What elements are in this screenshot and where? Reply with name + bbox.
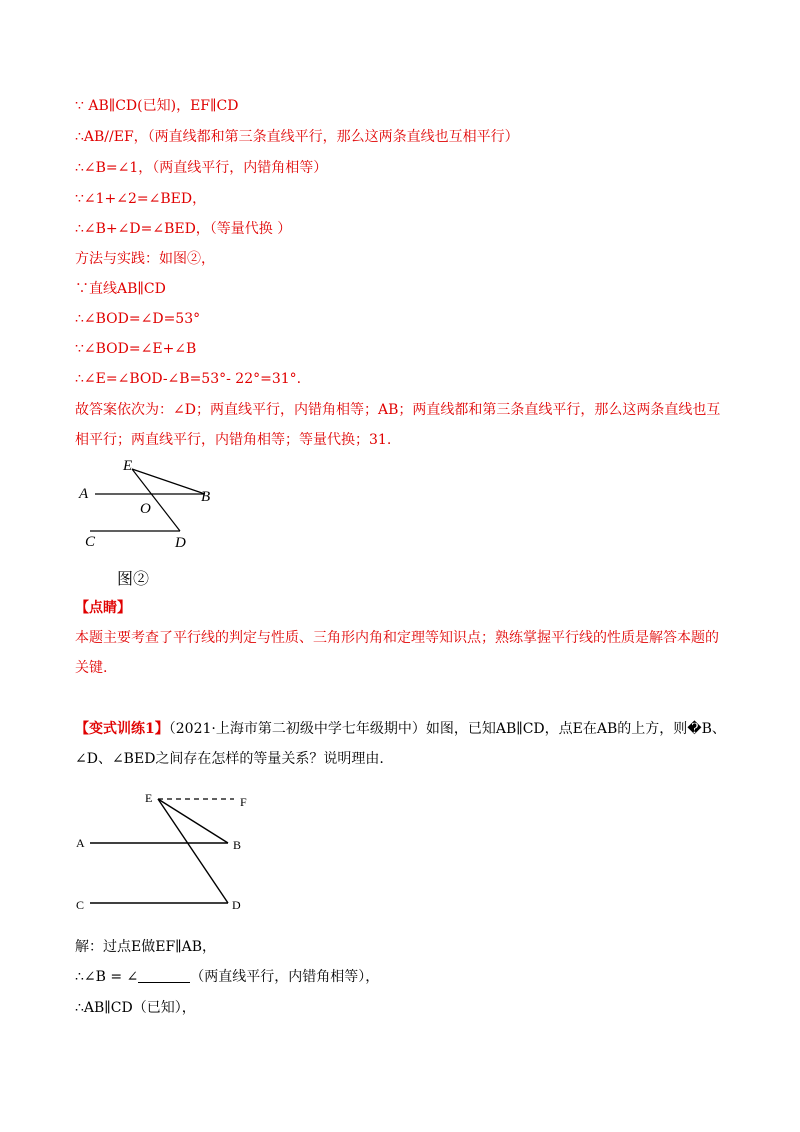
solution-line-1: 解：过点E做EF∥AB， (75, 939, 217, 955)
fig2-label-b: B (201, 489, 211, 505)
proof-line-7: ∵直线AB∥CD (75, 281, 166, 297)
proof-line-9: ∵∠BOD=∠E+∠B (75, 341, 197, 357)
fig2-label-o: O (140, 501, 151, 517)
proof-line-2: ∴AB//EF，（两直线都和第三条直线平行，那么这两条直线也互相平行） (75, 129, 519, 145)
variant-line-2: ∠D、∠BED之间存在怎样的等量关系？说明理由. (75, 751, 384, 767)
figure-2-caption: 图② (117, 569, 150, 588)
answer-blank[interactable] (138, 968, 190, 983)
fig3-label-d: D (232, 898, 241, 912)
comment-line-1: 本题主要考查了平行线的判定与性质、三角形内角和定理等知识点；熟练掌握平行线的性质是解答本题的 (75, 630, 719, 646)
variant-text-1: （2021·上海市第二初级中学七年级期中）如图，已知AB∥CD，点E在AB的上方，则�B、 (168, 721, 726, 737)
fig3-label-f: F (240, 795, 247, 809)
comment-heading: 【点睛】 (75, 600, 131, 616)
fig2-label-c: C (85, 534, 96, 550)
line-eb (132, 469, 205, 494)
fig2-label-e: E (123, 458, 133, 474)
comment-line-2: 关键. (75, 660, 108, 676)
proof-line-8: ∴∠BOD=∠D=53° (75, 311, 201, 327)
fig3-label-e: E (145, 791, 153, 805)
method-practice-line: 方法与实践：如图②， (75, 251, 215, 267)
variant-line-1 (75, 720, 726, 738)
solution-line-3: ∴AB∥CD（已知）， (75, 1000, 196, 1016)
fig2-label-a: A (79, 486, 89, 502)
answer-line-1: 故答案依次为：∠D；两直线平行，内错角相等；AB；两直线都和第三条直线平行，那么这两条直线也互 (75, 402, 721, 418)
line-ed (132, 469, 180, 531)
fig3-label-a: A (76, 836, 85, 850)
solution-line-2-start: ∴∠B = ∠ (75, 969, 139, 985)
proof-line-5: ∴∠B+∠D=∠BED，（等量代换 ） (75, 221, 292, 237)
line-eb-2 (158, 799, 228, 843)
proof-line-1: ∵ AB∥CD(已知)，EF∥CD (75, 98, 239, 114)
fig3-label-c: C (76, 898, 85, 912)
proof-line-3: ∴∠B=∠1，（两直线平行，内错角相等） (75, 160, 328, 176)
variant-tag: 【变式训练1】 (75, 721, 169, 737)
fig2-label-d: D (175, 535, 186, 551)
fig3-label-b: B (233, 838, 242, 852)
answer-line-2: 相平行；两直线平行，内错角相等；等量代换；31. (75, 432, 392, 448)
solution-line-2 (75, 968, 379, 986)
proof-line-4: ∵∠1+∠2=∠BED， (75, 191, 207, 207)
solution-line-2-end: （两直线平行，内错角相等）， (190, 969, 380, 985)
proof-line-10: ∴∠E=∠BOD-∠B=53°- 22°=31°. (75, 371, 302, 387)
line-ed-2 (158, 799, 228, 903)
